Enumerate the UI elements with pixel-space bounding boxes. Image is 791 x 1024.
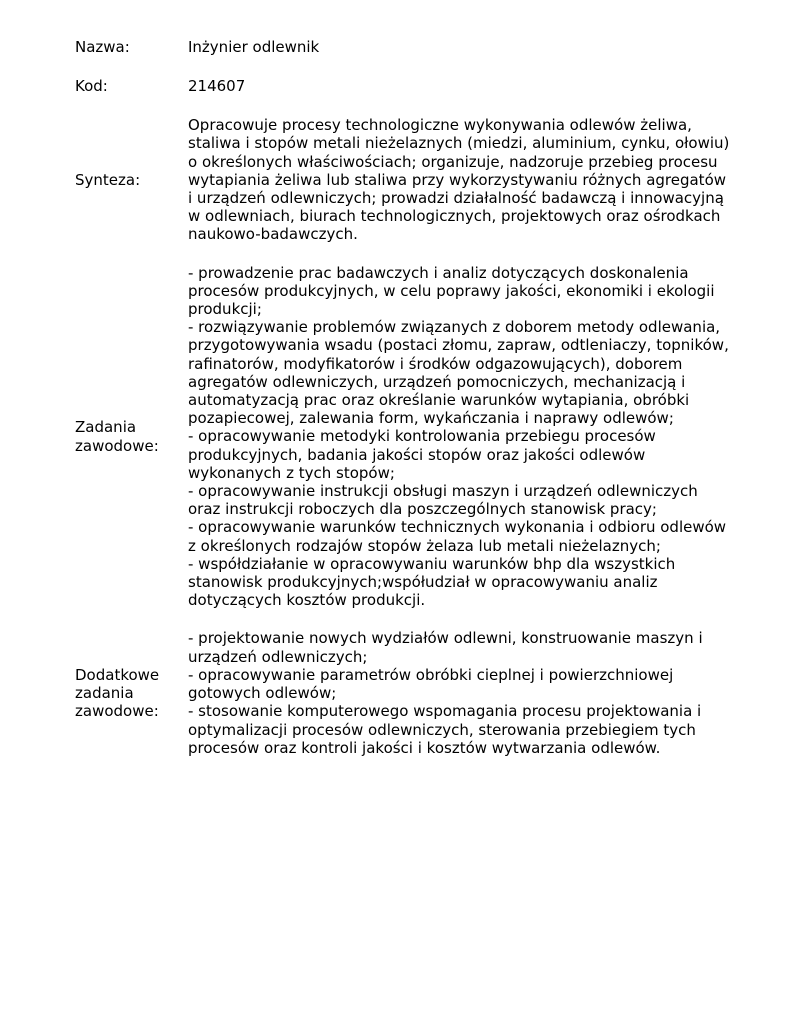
row-additional-tasks [75,629,755,756]
spacer [75,244,755,264]
additional-tasks-value: - projektowanie nowych wydziałów odlewni, konstruowanie maszyn i urządzeń odlewniczych; - opracowywanie parametrów obróbki cieplnej i powierzchniowej gotowych odlewów; - stosowanie komputerowego wspomagania procesu projektowania i optymalizacji procesów odlewniczych, sterowania przebiegiem tych procesów oraz kontroli jakości i kosztów wytwarzania odlewów. [188,629,703,757]
synthesis-label: Synteza: [75,170,141,189]
row-name [75,38,755,56]
code-value: 214607 [188,77,246,95]
spacer [75,609,755,629]
name-label: Nazwa: [75,37,130,56]
spacer [75,56,755,77]
row-code [75,77,755,95]
name-value: Inżynier odlewnik [188,37,320,56]
row-synthesis [75,116,755,243]
tasks-label: Zadania zawodowe: [75,418,159,455]
synthesis-value: Opracowuje procesy technologiczne wykonywania odlewów żeliwa, staliwa i stopów metali nieżelaznych (miedzi, aluminium, cynku, ołowiu) o określonych właściwościach; organizuje, nadzoruje przebieg procesu wytapiania żeliwa lub staliwa przy wykorzystywaniu różnych agregatów i urządzeń odlewniczych; prowadzi działalność badawczą i innowacyjną w odlewniach, biurach technologicznych, projektowych oraz ośrodkach naukowo-badawczych. [188,116,730,244]
occupation-description [75,38,755,757]
tasks-value: - prowadzenie prac badawczych i analiz dotyczących doskonalenia procesów produkcyjnych, w celu poprawy jakości, ekonomiki i ekologii produkcji; - rozwiązywanie problemów związanych z doborem metody odlewania, przygotowywania wsadu (postaci złomu, zapraw, odtleniaczy, topników, rafinatorów, modyfikatorów i środków odgazowujących), doborem agregatów odlewniczych, urządzeń pomocniczych, mechanizacją i automatyzacją prac oraz określanie warunków wytapiania, obróbki pozapiecowej, zalewania form, wykańczania i naprawy odlewów; - opracowywanie metodyki kontrolowania przebiegu procesów produkcyjnych, badania jakości stopów oraz jakości odlewów wykonanych z tych stopów; - opracowywanie instrukcji obsługi maszyn i urządzeń odlewniczych oraz instrukcji roboczych dla poszczególnych stanowisk pracy; - opracowywanie warunków technicznych wykonania i odbioru odlewów z określonych rodzajów stopów żelaza lub metali nieżelaznych; - współdziałanie w opracowywaniu warunków bhp dla wszystkich stanowisk produkcyjnych;współudział w opracowywaniu analiz dotyczących kosztów produkcji. [188,263,729,610]
row-tasks [75,264,755,610]
code-label: Kod: [75,77,108,95]
additional-tasks-label: Dodatkowe zadania zawodowe: [75,665,160,721]
spacer [75,95,755,116]
